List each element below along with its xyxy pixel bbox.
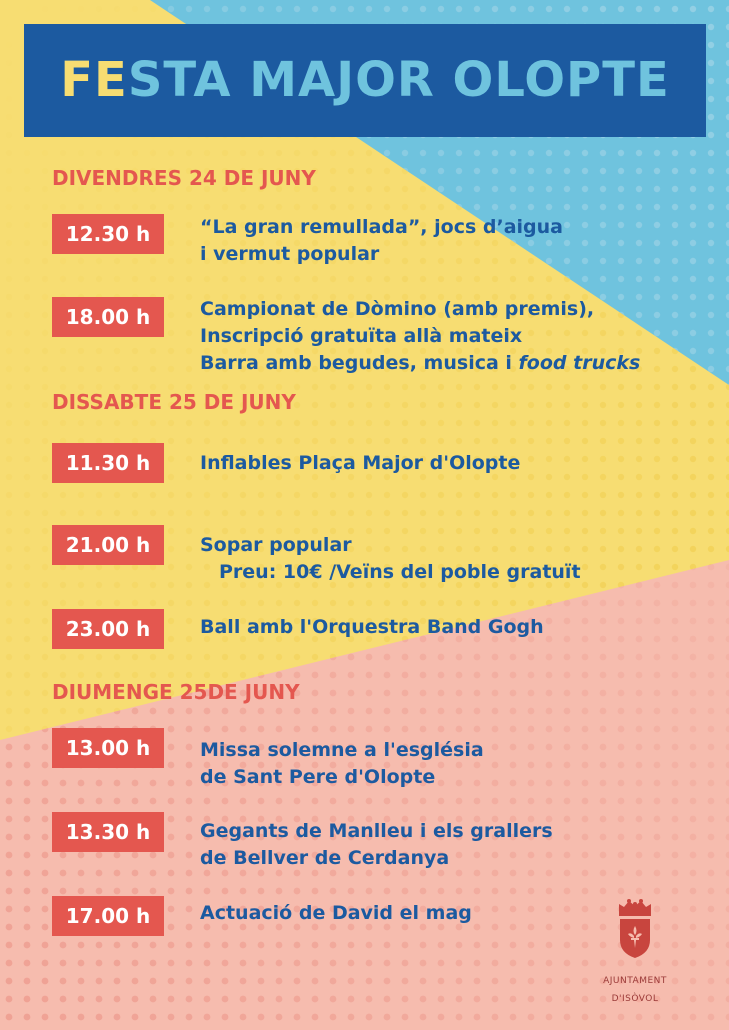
event-line: Actuació de David el mag [200,902,472,924]
event-line [200,350,720,377]
title-part-blue: STA MAJOR OLOPTE [127,52,670,108]
event-description [200,214,720,268]
event-line: Inflables Plaça Major d'Olopte [200,452,521,474]
page-title [24,24,706,137]
event-line: Inscripció gratuïta allà mateix [200,325,523,347]
event-time: 11.30 h [52,443,164,483]
event-time: 13.00 h [52,728,164,768]
day-heading-friday: DIVENDRES 24 DE JUNY [52,166,316,190]
event-line: Gegants de Manlleu i els grallers [200,820,553,842]
logo-text-line1: AJUNTAMENT [603,976,667,986]
event-line: Missa solemne a l'església [200,739,484,761]
event-time: 12.30 h [52,214,164,254]
event-description [200,737,720,791]
event-line: “La gran remullada”, jocs d’aigua [200,216,563,238]
event-description [200,532,720,586]
event-line: i vermut popular [200,243,380,265]
day-heading-saturday: DISSABTE 25 DE JUNY [52,390,296,414]
coat-of-arms-icon [615,898,655,960]
event-line-italic: food trucks [518,352,641,374]
event-line: Sopar popular [200,534,352,556]
event-description [200,614,720,641]
event-line-text: Barra amb begudes, musica i [200,352,519,374]
event-description [200,296,720,377]
event-line: Ball amb l'Orquestra Band Gogh [200,616,544,638]
day-heading-sunday: DIUMENGE 25DE JUNY [52,680,300,704]
event-line: Preu: 10€ /Veïns del poble gratuït [219,561,581,583]
title-part-yellow: FE [60,52,128,108]
event-time: 23.00 h [52,609,164,649]
event-time: 17.00 h [52,896,164,936]
logo-text-line2: D'ISÒVOL [611,994,659,1004]
event-line: de Sant Pere d'Olopte [200,766,436,788]
event-time: 18.00 h [52,297,164,337]
event-line: Campionat de Dòmino (amb premis), [200,298,595,320]
event-description [200,450,720,477]
event-description [200,818,720,872]
event-time: 13.30 h [52,812,164,852]
event-line: de Bellver de Cerdanya [200,847,450,869]
municipal-logo [590,898,680,1006]
event-time: 21.00 h [52,525,164,565]
